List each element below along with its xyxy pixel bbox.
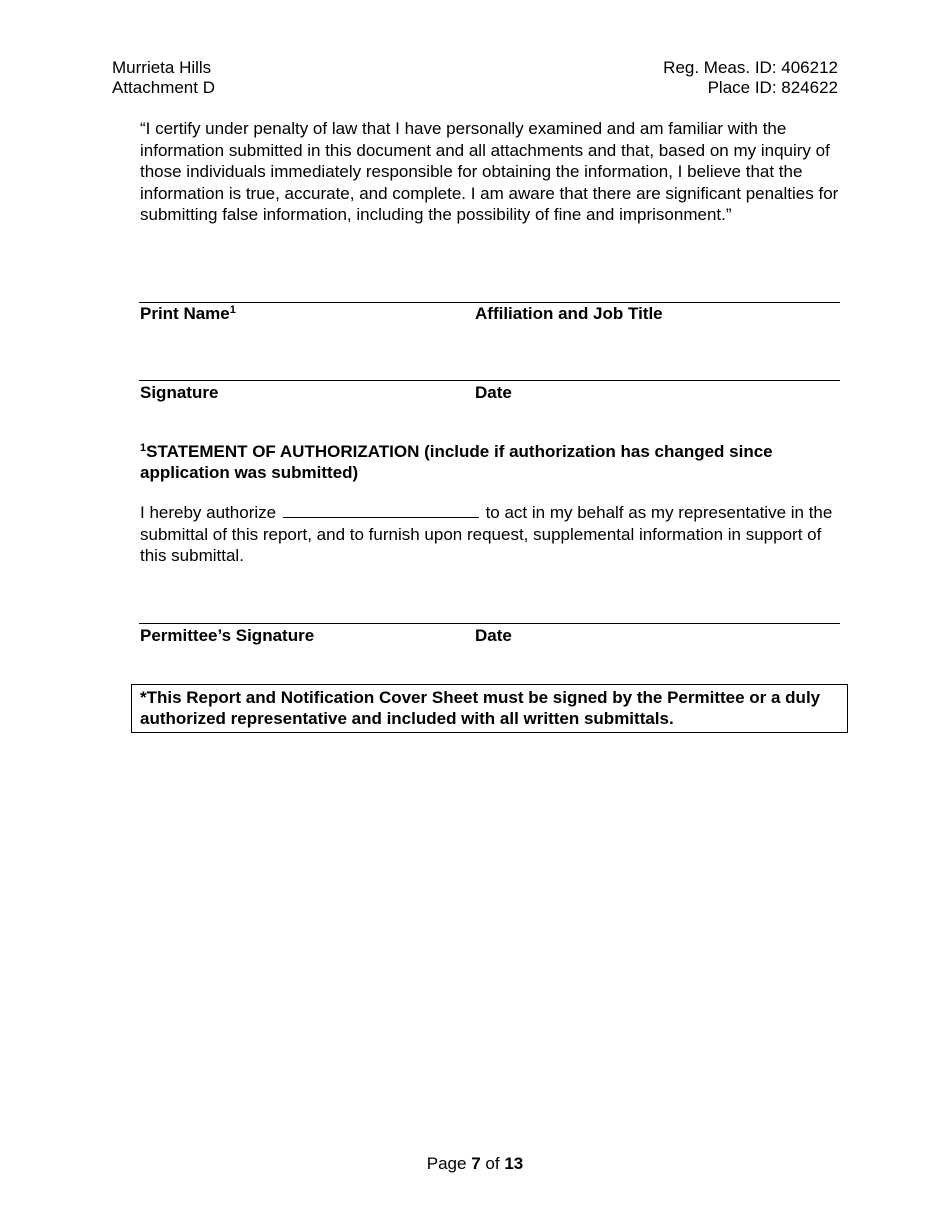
page-current: 7 [471,1154,481,1173]
header-left [112,58,215,98]
footnote-marker: 1 [140,442,147,454]
print-name-label: Print Name$^1$ [140,304,236,323]
notice-box: *This Report and Notification Cover Sheet must be signed by the Permittee or a duly authorized representative and included with all written submittals. [131,684,848,733]
page-number: Page 7 of 13 [426,1154,524,1173]
site-name: Murrieta Hills [112,58,212,77]
place-id: Place ID: 824622 [707,78,838,97]
affiliation-label: Affiliation and Job Title [475,304,663,323]
date-label: Date [475,383,512,402]
header-right [663,58,838,98]
page-total: 13 [504,1154,524,1173]
certification-statement: “I certify under penalty of law that I have personally examined and am familiar with the information submitted in this document and all attachments and that, based on my inquiry of those individuals immediately responsible for obtaining the information, I believe that the information is true, accurate, and complete. I am aware that there are significant penalties for submitting false information, including the possibility of fine and imprisonment.” [140,119,839,224]
authorization-text: I hereby authorize to act in my behalf as my representative in the submittal of this report, and to furnish upon request, supplemental information in support of this submittal. [140,503,833,565]
attachment-label: Attachment D [112,78,215,97]
representative-blank-field[interactable] [283,503,479,518]
permittee-signature-line [139,623,840,624]
signature-label: Signature [140,383,219,402]
footnote-marker: 1 [229,304,236,316]
permittee-date-label: Date [475,626,512,645]
authorization-heading: $^1$STATEMENT OF AUTHORIZATION (include if authorization has changed since application was submitted) [140,442,773,482]
reg-meas-id: Reg. Meas. ID: 406212 [663,58,838,77]
signature-line [139,380,840,381]
permittee-signature-label: Permittee’s Signature [140,626,315,645]
